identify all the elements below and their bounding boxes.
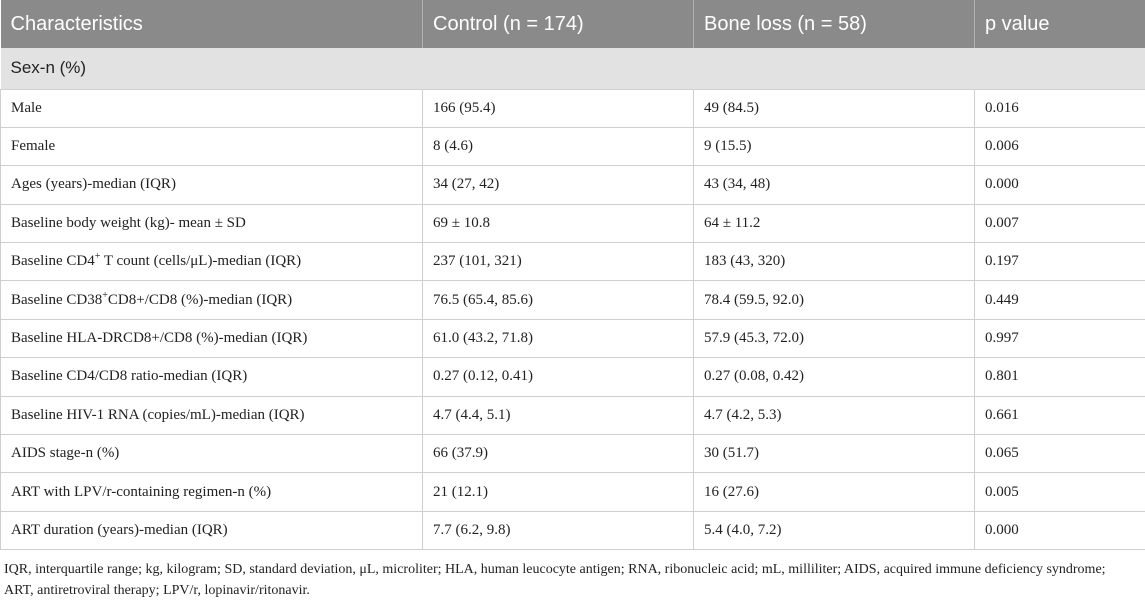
p-value: 0.006 (975, 127, 1145, 165)
table-row (1, 127, 1145, 165)
table-row (1, 243, 1145, 281)
section-label: Sex-n (%) (1, 48, 1145, 89)
control-value: 76.5 (65.4, 85.6) (423, 281, 694, 319)
table-row (1, 204, 1145, 242)
p-value: 0.007 (975, 204, 1145, 242)
table-footnote: IQR, interquartile range; kg, kilogram; SD, standard deviation, μL, microliter; HLA, human leucocyte antigen; RNA, ribonucleic acid; mL, milliliter; AIDS, acquired immune deficiency syndrome; ART, antiretroviral therapy; LPV/r, lopinavir/ritonavir. (0, 550, 1140, 601)
control-value: 4.7 (4.4, 5.1) (423, 396, 694, 434)
header-bone-loss: Bone loss (n = 58) (694, 0, 975, 48)
bone-loss-value: 43 (34, 48) (694, 166, 975, 204)
bone-loss-value: 49 (84.5) (694, 89, 975, 127)
table-row (1, 511, 1145, 549)
row-label: Ages (years)-median (IQR) (1, 166, 423, 204)
row-label: Baseline body weight (kg)- mean ± SD (1, 204, 423, 242)
row-label: Baseline HIV-1 RNA (copies/mL)-median (IQR) (1, 396, 423, 434)
control-value: 237 (101, 321) (423, 243, 694, 281)
row-label: Female (1, 127, 423, 165)
p-value: 0.000 (975, 511, 1145, 549)
control-value: 69 ± 10.8 (423, 204, 694, 242)
p-value: 0.997 (975, 319, 1145, 357)
bone-loss-value: 9 (15.5) (694, 127, 975, 165)
table-row (1, 89, 1145, 127)
bone-loss-value: 30 (51.7) (694, 435, 975, 473)
row-label: Baseline HLA-DRCD8+/CD8 (%)-median (IQR) (1, 319, 423, 357)
bone-loss-value: 0.27 (0.08, 0.42) (694, 358, 975, 396)
bone-loss-value: 78.4 (59.5, 92.0) (694, 281, 975, 319)
p-value: 0.449 (975, 281, 1145, 319)
table-header-row (1, 0, 1145, 48)
table-row (1, 319, 1145, 357)
table-row (1, 358, 1145, 396)
header-control: Control (n = 174) (423, 0, 694, 48)
row-label (1, 281, 423, 319)
table-row (1, 473, 1145, 511)
row-label-part: Baseline CD4 (11, 253, 95, 269)
row-label-part: T count (cells/μL)-median (IQR) (100, 253, 301, 269)
bone-loss-value: 5.4 (4.0, 7.2) (694, 511, 975, 549)
row-label (1, 243, 423, 281)
bone-loss-value: 64 ± 11.2 (694, 204, 975, 242)
control-value: 7.7 (6.2, 9.8) (423, 511, 694, 549)
control-value: 0.27 (0.12, 0.41) (423, 358, 694, 396)
row-label-part: Baseline CD38 (11, 292, 102, 308)
row-label: Baseline CD4/CD8 ratio-median (IQR) (1, 358, 423, 396)
bone-loss-value: 4.7 (4.2, 5.3) (694, 396, 975, 434)
control-value: 21 (12.1) (423, 473, 694, 511)
bone-loss-value: 183 (43, 320) (694, 243, 975, 281)
p-value: 0.197 (975, 243, 1145, 281)
row-label: ART duration (years)-median (IQR) (1, 511, 423, 549)
superscript-plus: + (102, 290, 108, 301)
table-row (1, 396, 1145, 434)
control-value: 8 (4.6) (423, 127, 694, 165)
control-value: 61.0 (43.2, 71.8) (423, 319, 694, 357)
header-characteristics: Characteristics (1, 0, 423, 48)
control-value: 34 (27, 42) (423, 166, 694, 204)
row-label: Male (1, 89, 423, 127)
p-value: 0.065 (975, 435, 1145, 473)
p-value: 0.016 (975, 89, 1145, 127)
p-value: 0.000 (975, 166, 1145, 204)
section-row-sex (1, 48, 1145, 89)
row-label: AIDS stage-n (%) (1, 435, 423, 473)
control-value: 166 (95.4) (423, 89, 694, 127)
header-p-value: p value (975, 0, 1145, 48)
p-value: 0.801 (975, 358, 1145, 396)
control-value: 66 (37.9) (423, 435, 694, 473)
row-label-part: CD8+/CD8 (%)-median (IQR) (108, 292, 292, 308)
p-value: 0.661 (975, 396, 1145, 434)
row-label: ART with LPV/r-containing regimen-n (%) (1, 473, 423, 511)
superscript-plus: + (95, 251, 101, 262)
table-row (1, 281, 1145, 319)
bone-loss-value: 16 (27.6) (694, 473, 975, 511)
table-row (1, 166, 1145, 204)
p-value: 0.005 (975, 473, 1145, 511)
bone-loss-value: 57.9 (45.3, 72.0) (694, 319, 975, 357)
table-row (1, 435, 1145, 473)
